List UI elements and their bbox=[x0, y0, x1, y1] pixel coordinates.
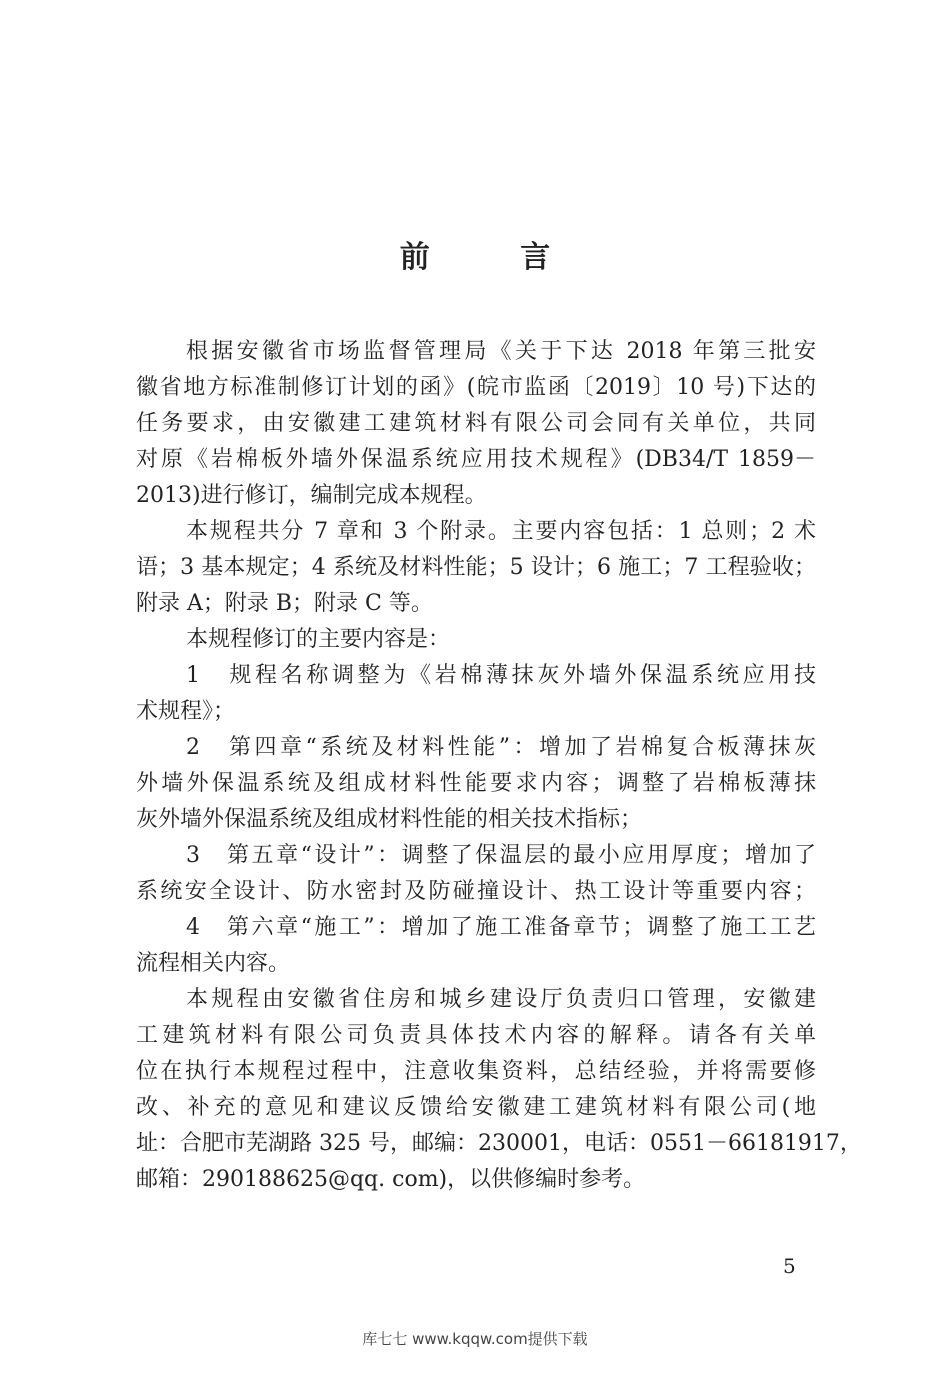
text-line: 位在执行本规程过程中，注意收集资料，总结经验，并将需要修 bbox=[136, 1059, 816, 1084]
text-line: 本规程由安徽省住房和城乡建设厅负责归口管理，安徽建 bbox=[186, 987, 816, 1012]
text-line: 址：合肥市芜湖路 325 号，邮编：230001，电话：0551－66181917， bbox=[136, 1131, 862, 1156]
text-line: 外墙外保温系统及组成材料性能要求内容；调整了岩棉板薄抹 bbox=[136, 771, 816, 796]
text-line: 2 第四章“系统及材料性能”：增加了岩棉复合板薄抹灰 bbox=[186, 735, 816, 760]
text-line: 3 第五章“设计”：调整了保温层的最小应用厚度；增加了 bbox=[186, 843, 816, 868]
text-line: 改、补充的意见和建议反馈给安徽建工建筑材料有限公司(地 bbox=[136, 1095, 816, 1120]
text-line: 附录 A；附录 B；附录 C 等。 bbox=[136, 591, 433, 616]
text-line: 系统安全设计、防水密封及防碰撞设计、热工设计等重要内容； bbox=[136, 879, 816, 904]
text-line: 本规程共分 7 章和 3 个附录。主要内容包括：1 总则；2 术 bbox=[186, 519, 816, 544]
text-line: 邮箱：290188625@qq. com)，以供修编时参考。 bbox=[136, 1167, 646, 1192]
text-line: 灰外墙外保温系统及组成材料性能的相关技术指标； bbox=[136, 807, 643, 832]
text-line: 本规程修订的主要内容是： bbox=[186, 627, 451, 652]
text-line: 语；3 基本规定；4 系统及材料性能；5 设计；6 施工；7 工程验收； bbox=[136, 555, 816, 580]
text-line: 根据安徽省市场监督管理局《关于下达 2018 年第三批安 bbox=[186, 339, 816, 364]
text-line: 4 第六章“施工”：增加了施工准备章节；调整了施工工艺 bbox=[186, 915, 816, 940]
text-line: 工建筑材料有限公司负责具体技术内容的解释。请各有关单 bbox=[136, 1023, 816, 1048]
text-line: 任务要求，由安徽建工建筑材料有限公司会同有关单位，共同 bbox=[136, 411, 816, 436]
text-line: 对原《岩棉板外墙外保温系统应用技术规程》(DB34/T 1859－ bbox=[136, 447, 816, 472]
text-line: 流程相关内容。 bbox=[136, 951, 291, 976]
footer-watermark: 库七七 www.kqqw.com提供下载 bbox=[362, 1330, 588, 1348]
text-line: 2013)进行修订，编制完成本规程。 bbox=[136, 483, 487, 508]
preface-body bbox=[136, 334, 862, 1198]
text-line: 术规程》； bbox=[136, 699, 236, 724]
text-line: 1 规程名称调整为《岩棉薄抹灰外墙外保温系统应用技 bbox=[186, 663, 816, 688]
text-line: 徽省地方标准制修订计划的函》(皖市监函〔2019〕10 号)下达的 bbox=[136, 375, 816, 400]
page-number: 5 bbox=[783, 1254, 796, 1278]
page-title: 前 言 bbox=[399, 240, 591, 275]
